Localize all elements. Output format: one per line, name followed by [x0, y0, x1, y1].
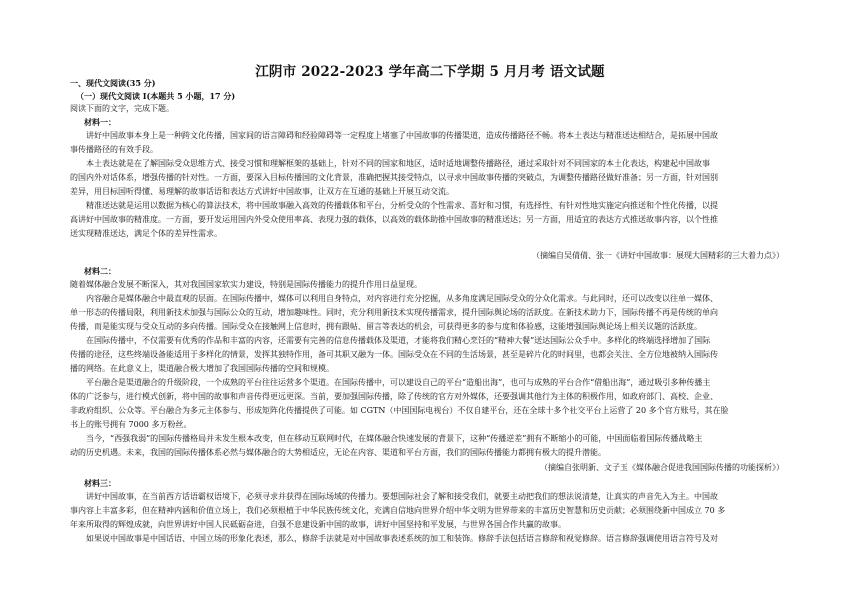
material-2-line: 播的网络。在此意义上，渠道融合极大增加了我国国际传播的空间和规模。	[70, 364, 334, 373]
material-3-line: 年来所取得的辉煌成就，向世界讲好中国人民砥砺奋进，自强不息建设新中国的故事，讲好中国坚持和平发展，与世界各国合作共赢的故事。	[70, 520, 566, 529]
material-2-line: 内容融合是媒体融合中最直观的层面。在国际传播中，媒体可以利用自身特点，对内容进行充分挖掘，从多角度满足国际受众的分众化需求。与此同时，还可以改变以往单一媒体、	[86, 294, 718, 303]
material-2-line: 在国际传播中，不仅需要有优秀的作品和丰富的内容，还需要有完善的信息传播载体及渠道，才能将我们精心烹饪的“精神大餐”送达国际公众手中。多样化的终端选择增加了国际	[86, 336, 711, 345]
material-2-source: （摘编自张明新、文子玉《媒体融合促进我国国际传播的功能探析》）	[540, 463, 784, 472]
material-1-line: 精准送达就是运用以数据为核心的算法技术，将中国故事融入高效的传播载体和平台，分析受众的个性需求、喜好和习惯，有选择性、有针对性地实施定向推送和个性化传播，以提	[86, 201, 718, 210]
material-1-line: 讲好中国故事本身上是一种跨文化传播，国家间的语言障碍和经验障碍等一定程度上堵塞了中国故事的传播渠道，造成传播路径不畅。将本土表达与精准送达相结合，是拓展中国故	[86, 131, 718, 140]
material-3-line: 讲好中国故事，在当前西方话语霸权语境下，必须寻求并获得在国际场域的传播力。要想国际社会了解和接受我们，就要主动把我们的想法说清楚，让真实的声音先入为主。中国故	[86, 492, 718, 501]
material-2-line: 体的广泛参与，进行模式创新，将中国的故事和声音传得更远更深。当前，要加强国际传播，除了传统的官方对外媒体，还要强调其他行为主体的积极作用，如政府部门、高校、企业、	[70, 392, 718, 401]
material-2-line: 随着媒体融合发展不断深入，其对我国国家软实力建设，特别是国际传播能力的提升作用日益显现。	[70, 280, 422, 289]
material-3-line: 事内容上丰富多彩，但在精神内涵和价值立场上，我们必须根植于中华民族传统文化，充满自信地向世界介绍中华文明为世界带来的丰富历史智慧和历史贡献；必须围绕新中国成立 70 多	[70, 506, 726, 515]
material-1-label: 材料一：	[84, 117, 116, 127]
material-2-line: 当今，“西强我弱”的国际传播格局并未发生根本改变，但在移动互联网时代，在媒体融合快速发展的背景下，这种“传播逆差”拥有不断缩小的可能，中国面临着国际传播战略主	[86, 434, 703, 443]
section-heading: 一、现代文阅读(35 分)	[70, 78, 156, 88]
document-title: 江阴市 2022-2023 学年高二下学期 5 月月考 语文试题	[255, 64, 605, 80]
material-3-label: 材料三：	[84, 478, 116, 488]
material-2-line: 书上的账号拥有 7000 多万粉丝。	[70, 420, 192, 429]
material-2-line: 非政府组织、公众等。平台融合为多元主体参与、形成矩阵化传播提供了可能。如 CGTN（中国国际电视台）不仅自建平台，还在全球十多个社交平台上运营了 20 多个官方账号，其在脸	[70, 406, 729, 415]
material-1-source: （摘编自吴倩倩、张一《讲好中国故事：展现大国精彩的三大着力点》）	[532, 251, 784, 260]
material-1-line: 高讲好中国故事的精准度。一方面，要开发运用国内外受众使用率高、表现力强的载体，以高效的载体助推中国故事的精准送达；另一方面，用适宜的表达方式推送故事内容，以个性推	[70, 215, 718, 224]
material-2-line: 单一形态的传播局限，利用新技术加强与国际公众的互动，增加趣味性。同时，充分利用新技术实现传播需求，提升国际舆论场的活跃度。在新技术助力下，国际传播不再是传统的单向	[70, 308, 718, 317]
material-2-line: 平台融合是渠道融合的升级阶段，一个成熟的平台往往运营多个渠道。在国际传播中，可以建设自己的平台“造船出海”，也可与成熟的平台合作“借船出海”，通过吸引多种传播主	[86, 378, 711, 387]
material-1-line: 差异，用目标国听得懂、易理解的故事话语和表达方式讲好中国故事，让双方在互通的基础上开展互动交流。	[70, 187, 454, 196]
material-2-line: 传播的途径，这些终端设备能适用于多样化的情景，发挥其独特作用，备可其职又融为一体。国际受众在不同的生活场景，甚至是碎片化的时间里，也都会关注、全方位地被纳入国际传	[70, 350, 718, 359]
material-1-line: 送实现精准送达，满足个体的差异性需求。	[70, 229, 222, 238]
material-1-line: 事传播路径的有效手段。	[70, 145, 158, 154]
material-2-label: 材料二：	[84, 266, 116, 276]
instruction-text: 阅读下面的文字，完成下题。	[70, 104, 174, 113]
material-1-line: 的国内外对话体系，增强传播的针对性。一方面，要深入目标传播国的文化背景，准确把握其接受特点，以寻求中国故事传播的突破点，为调整传播路径做好准备；另一方面，针对国别	[70, 173, 718, 182]
material-1-line: 本土表达就是在了解国际受众思维方式、接受习惯和理解框架的基础上，针对不同的国家和地区，适时适地调整传播路径，通过采取针对不同国家的本土化表达，构建起中国故事	[86, 159, 710, 168]
material-3-line: 如果说中国故事是中国话语、中国立场的形象化表述，那么，修辞手法就是对中国故事表述系统的加工和装饰。修辞手法包括语言修辞和视觉修辞。语言修辞强调使用语言符号及对	[86, 534, 718, 543]
material-2-line: 动的历史机遇。未来，我国的国际传播体系必然与媒体融合的大势相适应，无论在内容、渠道和平台方面，我们的国际传播能力都拥有极大的提升潜能。	[70, 448, 606, 457]
subsection-heading: （一）现代文阅读 I(本题共 5 小题，17 分)	[76, 91, 236, 101]
material-2-line: 传播，而是能实现与受众互动的多向传播。国际受众在接触网上信息时，拥有跟帖、留言等表达的机会，可获得更多的参与度和体验感，这能增强国际舆论场上相关议题的活跃度。	[70, 322, 702, 331]
